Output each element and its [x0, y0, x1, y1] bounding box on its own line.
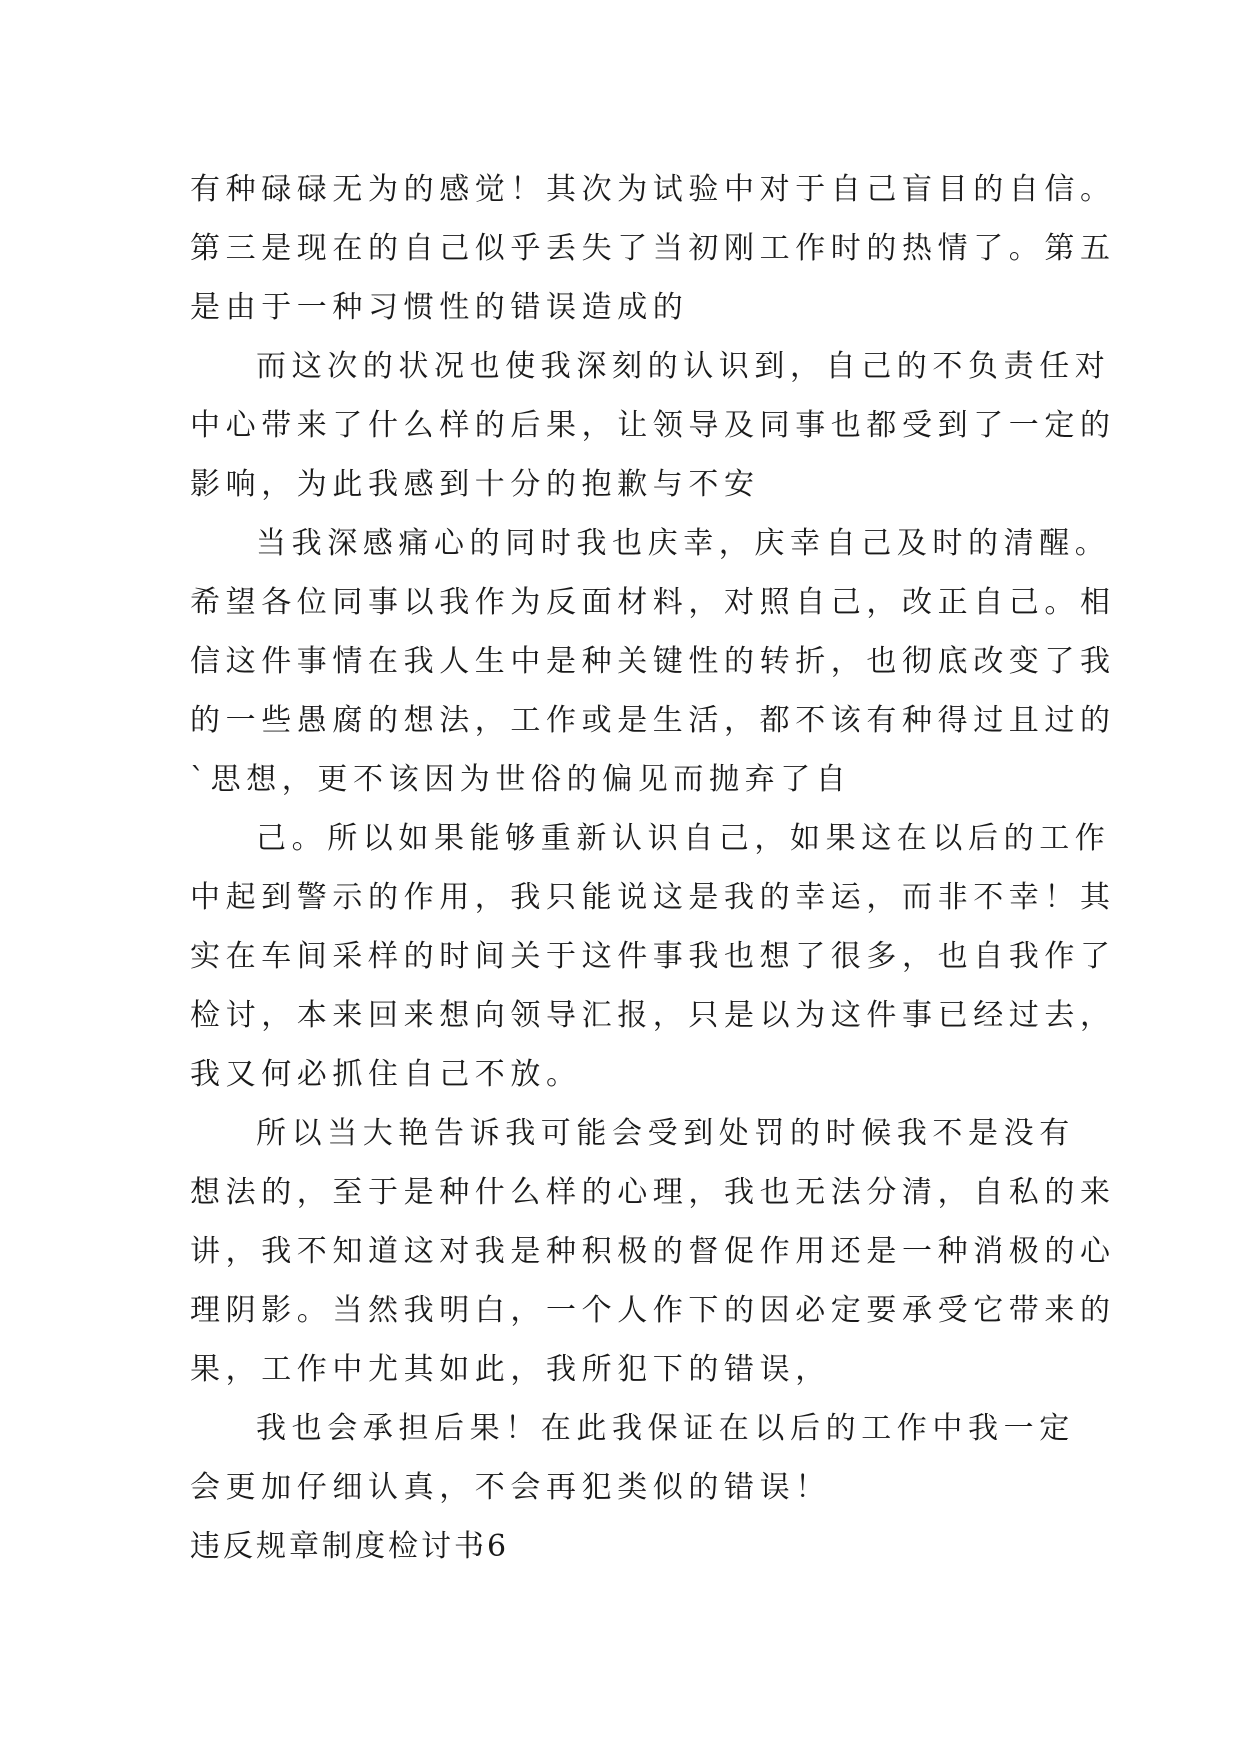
body-line: 中起到警示的作用，我只能说这是我的幸运，而非不幸！其: [190, 880, 1116, 915]
body-line: 理阴影。当然我明白，一个人作下的因必定要承受它带来的: [190, 1293, 1116, 1328]
document-body: [190, 160, 1116, 1576]
body-line: 检讨，本来回来想向领导汇报，只是以为这件事已经过去，: [190, 998, 1116, 1033]
body-line: 希望各位同事以我作为反面材料，对照自己，改正自己。相: [190, 585, 1116, 620]
body-line: 是由于一种习惯性的错误造成的: [190, 290, 689, 325]
body-line: 会更加仔细认真，不会再犯类似的错误！: [190, 1470, 831, 1505]
body-line: 讲，我不知道这对我是种积极的督促作用还是一种消极的心: [190, 1234, 1116, 1269]
body-line: 的一些愚腐的想法，工作或是生活，都不该有种得过且过的: [190, 703, 1116, 738]
paragraph-start-line: 己。所以如果能够重新认识自己，如果这在以后的工作: [256, 821, 1111, 856]
section-title: 违反规章制度检讨书6: [190, 1529, 510, 1564]
body-line: 我又何必抓住自己不放。: [190, 1057, 582, 1092]
body-line: 有种碌碌无为的感觉！其次为试验中对于自己盲目的自信。: [190, 172, 1116, 207]
paragraph-start-line: 而这次的状况也使我深刻的认识到，自己的不负责任对: [256, 349, 1111, 384]
paragraph-start-line: 所以当大艳告诉我可能会受到处罚的时候我不是没有: [256, 1116, 1075, 1151]
paragraph-start-line: 当我深感痛心的同时我也庆幸，庆幸自己及时的清醒。: [256, 526, 1111, 561]
body-line: `思想，更不该因为世俗的偏见而抛弃了自: [190, 762, 852, 797]
body-line: 影响，为此我感到十分的抱歉与不安: [190, 467, 760, 502]
body-line: 果，工作中尤其如此，我所犯下的错误，: [190, 1352, 831, 1387]
paragraph-start-line: 我也会承担后果！在此我保证在以后的工作中我一定: [256, 1411, 1075, 1446]
body-line: 实在车间采样的时间关于这件事我也想了很多，也自我作了: [190, 939, 1116, 974]
body-line: 中心带来了什么样的后果，让领导及同事也都受到了一定的: [190, 408, 1116, 443]
body-line: 第三是现在的自己似乎丢失了当初刚工作时的热情了。第五: [190, 231, 1116, 266]
body-line: 想法的，至于是种什么样的心理，我也无法分清，自私的来: [190, 1175, 1116, 1210]
body-line: 信这件事情在我人生中是种关键性的转折，也彻底改变了我: [190, 644, 1116, 679]
